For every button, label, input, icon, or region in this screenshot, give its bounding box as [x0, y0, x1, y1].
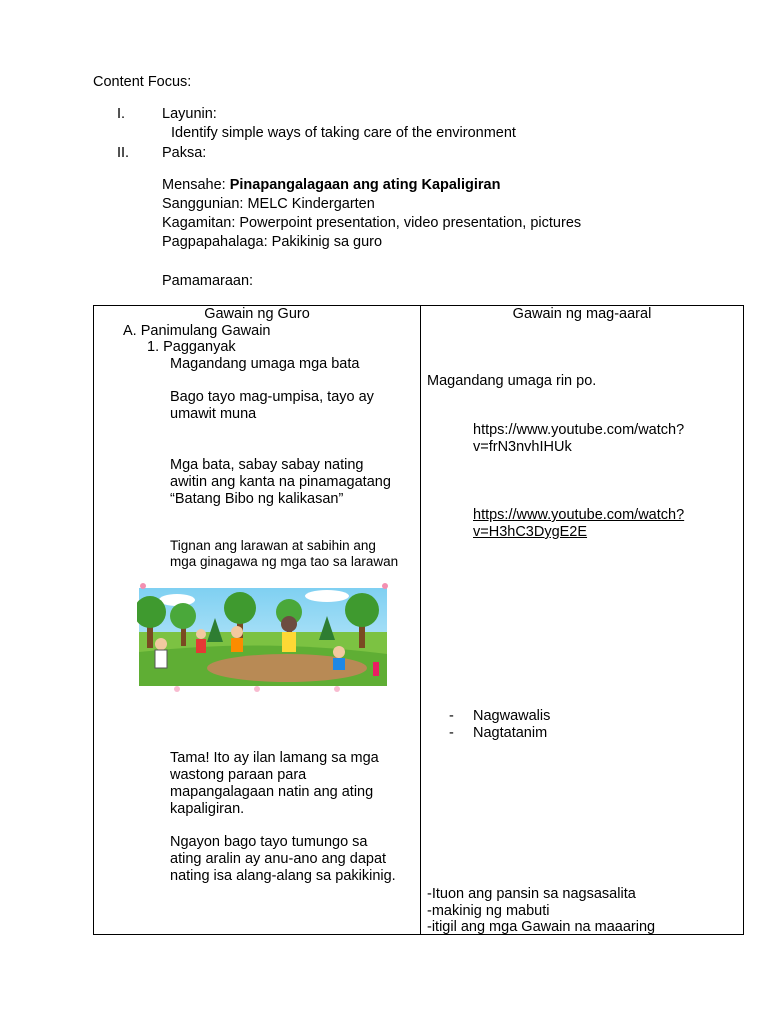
- panimulang-gawain-heading: A. Panimulang Gawain: [123, 323, 271, 339]
- section-one-title: Layunin:: [162, 106, 217, 122]
- mensahe-line: [162, 177, 500, 194]
- mensahe-value: Pinapangalagaan ang ating Kapaligiran: [229, 177, 501, 193]
- teacher-bata-line-2: awitin ang kanta na pinamagatang: [170, 474, 391, 490]
- teacher-bata-line-3: “Batang Bibo ng kalikasan”: [170, 491, 344, 507]
- answer-nagtatanim: Nagtatanim: [473, 725, 548, 741]
- teacher-ngayon-line-1: Ngayon bago tayo tumungo sa: [170, 834, 368, 850]
- video-link-1[interactable]: [473, 422, 684, 456]
- header-gawain-ng-mag-aaral: Gawain ng mag-aaral: [512, 306, 652, 322]
- video-link-2-line-1[interactable]: https://www.youtube.com/watch?: [473, 507, 685, 523]
- column-divider: [420, 306, 421, 934]
- teacher-tignan-line-2: mga ginagawa ng mga tao sa larawan: [170, 554, 399, 569]
- teacher-tama-line-3: mapangalagaan natin ang ating: [170, 784, 374, 800]
- lesson-table: [93, 305, 744, 935]
- video-link-2-line-2[interactable]: v=H3hC3DygE2E: [473, 524, 588, 540]
- listening-rule-3: -itigil ang mga Gawain na maaaring: [427, 919, 656, 935]
- pagganyak-item: 1. Pagganyak: [147, 339, 236, 355]
- teacher-bata-line-1: Mga bata, sabay sabay nating: [170, 457, 364, 473]
- pamamaraan-heading: Pamamaraan:: [162, 273, 254, 289]
- video-link-2[interactable]: [473, 507, 684, 541]
- teacher-ngayon-line-3: nating isa alang-alang sa pakikinig.: [170, 868, 396, 884]
- content-focus-heading: Content Focus:: [93, 74, 192, 90]
- sanggunian-line: Sanggunian: MELC Kindergarten: [162, 196, 375, 212]
- section-one-number: I.: [117, 106, 126, 122]
- teacher-tama-line-2: wastong paraan para: [170, 767, 307, 783]
- objective-text: Identify simple ways of taking care of the environment: [171, 125, 516, 141]
- listening-rule-1: -Ituon ang pansin sa nagsasalita: [427, 886, 636, 902]
- video-link-1-line-2[interactable]: v=frN3nvhIHUk: [473, 439, 572, 455]
- video-link-1-line-1[interactable]: https://www.youtube.com/watch?: [473, 422, 685, 438]
- section-two-number: II.: [117, 145, 130, 161]
- teacher-greeting: Magandang umaga mga bata: [170, 356, 360, 372]
- pagpapahalaga-line: Pagpapahalaga: Pakikinig sa guro: [162, 234, 383, 250]
- teacher-bago-line-2: umawit muna: [170, 406, 257, 422]
- section-two-title: Paksa:: [162, 145, 207, 161]
- teacher-bago-line-1: Bago tayo mag-umpisa, tayo ay: [170, 389, 374, 405]
- student-greeting: Magandang umaga rin po.: [427, 373, 597, 389]
- teacher-tama-line-1: Tama! Ito ay ilan lamang sa mga: [170, 750, 379, 766]
- teacher-ngayon-line-2: ating aralin ay anu-ano ang dapat: [170, 851, 387, 867]
- answer-nagwawalis: Nagwawalis: [473, 708, 551, 724]
- header-gawain-ng-guro: Gawain ng Guro: [204, 306, 310, 322]
- listening-rule-2: -makinig ng mabuti: [427, 903, 550, 919]
- environment-care-illustration: [137, 582, 389, 692]
- teacher-tama-line-4: kapaligiran.: [170, 801, 245, 817]
- answer-dash-2: -: [449, 725, 454, 741]
- answer-dash-1: -: [449, 708, 454, 724]
- teacher-tignan-line-1: Tignan ang larawan at sabihin ang: [170, 538, 376, 553]
- kagamitan-line: Kagamitan: Powerpoint presentation, video presentation, pictures: [162, 215, 582, 231]
- mensahe-label: Mensahe:: [162, 177, 230, 193]
